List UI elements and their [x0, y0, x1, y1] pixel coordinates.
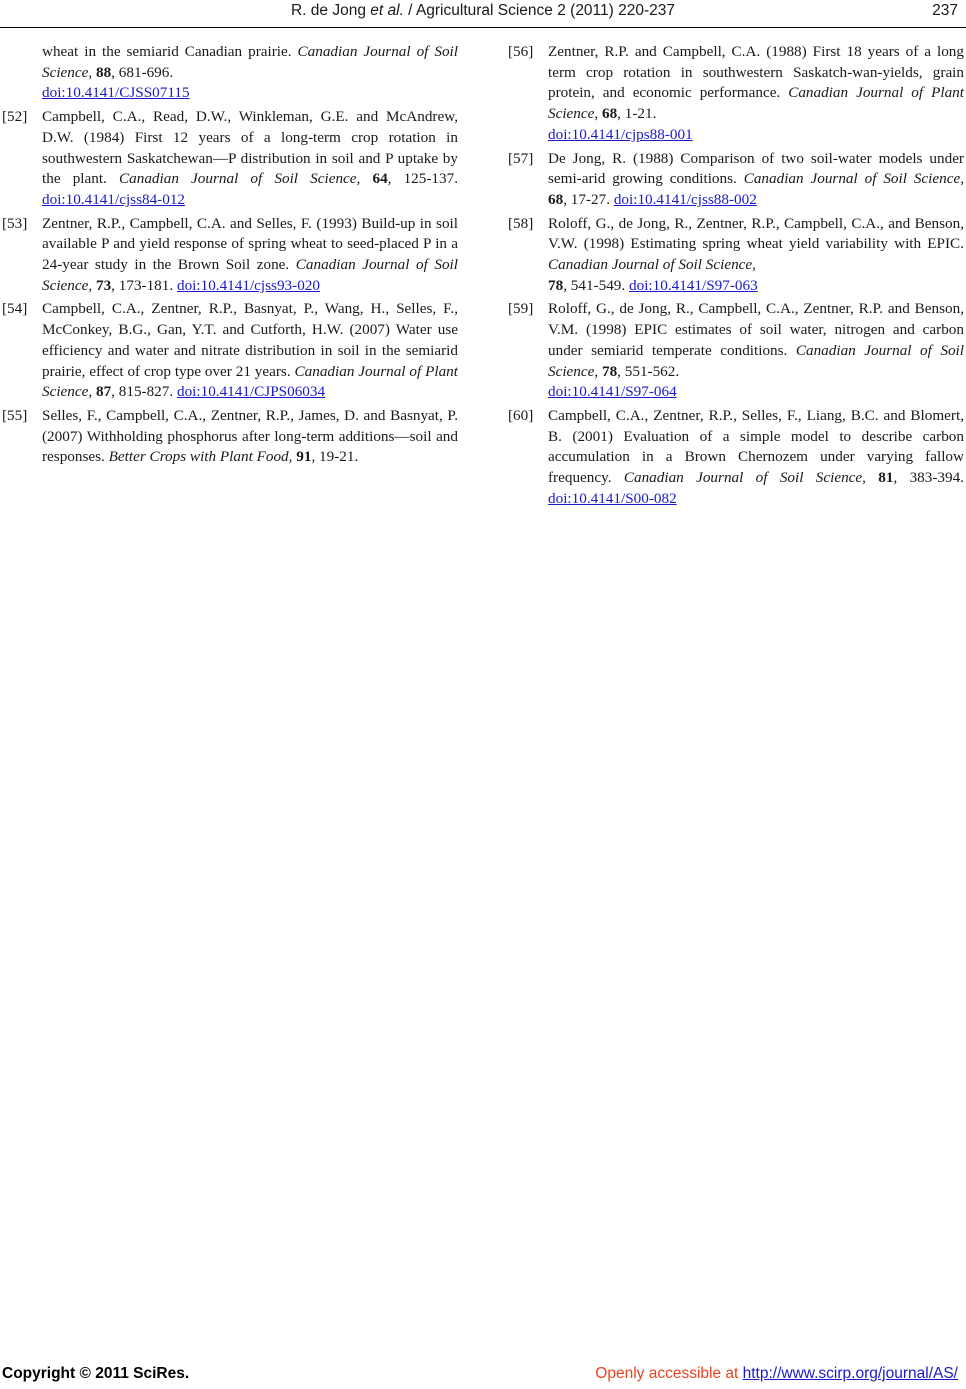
reference-volume: 78: [548, 276, 564, 294]
reference-volume: 64: [372, 170, 388, 188]
reference-sep: ,: [594, 362, 602, 380]
page-header: [0, 2, 966, 24]
reference-entry: [506, 406, 964, 510]
reference-text: Zentner, R.P. and Campbell, C.A. (1988) First 18 years of a long term crop rotation in southwestern Saskatch-wan-yields, grain protein, and economic performance.: [548, 43, 964, 102]
reference-volume: 88: [95, 63, 112, 81]
right-column: [506, 42, 964, 512]
reference-journal: Canadian Journal of Soil Science: [548, 256, 753, 274]
reference-text: Zentner, R.P., Campbell, C.A. and Selles, F. (1993) Build-up in soil available P and yield response of spring wheat to seed-placed P in a 24-year study in the Brown Soil zone.: [42, 214, 458, 274]
running-title: [0, 2, 966, 20]
reference-entry: [0, 107, 458, 211]
reference-volume: 87: [95, 383, 112, 401]
reference-entry: [0, 299, 458, 403]
reference-entry: [0, 406, 458, 468]
reference-entry: [506, 214, 964, 297]
reference-text: Roloff, G., de Jong, R., Campbell, C.A., Zentner, R.P. and Benson, V.M. (1998) EPIC estimates of soil water, nitrogen and carbon under semiarid temperate conditions.: [548, 300, 964, 359]
reference-sep: ,: [88, 383, 96, 401]
reference-number: [59]: [508, 300, 534, 318]
reference-journal: Canadian Journal of Soil Science: [42, 256, 458, 294]
reference-pages: , 815-827.: [111, 383, 177, 401]
reference-pages: , 1-21.: [617, 105, 657, 123]
reference-pages: , 125-137.: [387, 170, 459, 188]
reference-text: De Jong, R. (1988) Comparison of two soil-water models under semi-arid growing conditions.: [548, 149, 964, 188]
reference-volume: 73: [95, 276, 112, 294]
reference-pages: , 551-562.: [617, 362, 680, 380]
reference-pages: , 541-549.: [563, 276, 629, 294]
copyright-notice: Copyright © 2011 SciRes.: [2, 1365, 190, 1382]
reference-number: [55]: [2, 406, 28, 424]
reference-entry: [506, 149, 964, 211]
reference-text: Selles, F., Campbell, C.A., Zentner, R.P., James, D. and Basnyat, P. (2007) Withholding phosphorus after long-term additions—soil and responses.: [42, 406, 458, 466]
reference-text: Roloff, G., de Jong, R., Zentner, R.P., Campbell, C.A., and Benson, V.W. (1998) Estimating spring wheat yield variability with EPIC.: [548, 214, 964, 253]
header-divider: [0, 27, 966, 28]
reference-volume: 91: [296, 448, 312, 466]
reference-number: [60]: [508, 406, 534, 424]
reference-doi-link[interactable]: doi:10.4141/S97-064: [548, 383, 677, 401]
reference-sep: ,: [356, 170, 373, 188]
reference-volume: 78: [601, 362, 618, 380]
reference-number: [54]: [2, 300, 28, 318]
reference-journal: Canadian Journal of Soil Science: [119, 170, 357, 188]
reference-doi-link[interactable]: doi:10.4141/S97-063: [629, 276, 758, 294]
reference-journal: Canadian Journal of Soil Science: [42, 43, 458, 81]
left-column: [0, 42, 458, 471]
reference-doi-link[interactable]: doi:10.4141/cjss84-012: [42, 190, 186, 208]
reference-number: [57]: [508, 149, 534, 167]
access-notice: [595, 1365, 958, 1383]
reference-volume: 68: [601, 105, 618, 123]
reference-volume: 81: [878, 469, 894, 487]
journal-url-link[interactable]: http://www.scirp.org/journal/AS/: [742, 1365, 958, 1382]
reference-entry: [506, 299, 964, 403]
reference-sep: ,: [960, 170, 964, 188]
reference-entry: [0, 214, 458, 297]
reference-doi-link[interactable]: doi:10.4141/CJPS06034: [176, 383, 326, 401]
reference-text: Campbell, C.A., Zentner, R.P., Selles, F., Liang, B.C. and Blomert, B. (2001) Evaluation of a simple model to describe carbon accumulation in a Brown Chernozem under varying fallow frequency.: [548, 406, 964, 487]
reference-sep: ,: [862, 469, 879, 487]
reference-number: [56]: [508, 43, 534, 60]
reference-pages: , 19-21.: [311, 448, 359, 466]
reference-volume: 68: [548, 190, 564, 208]
reference-doi-link[interactable]: doi:10.4141/S00-082: [548, 489, 677, 507]
reference-journal: Canadian Journal of Soil Science: [548, 341, 964, 380]
reference-pages: , 383-394.: [893, 469, 964, 487]
reference-journal: Canadian Journal of Plant Science: [548, 84, 964, 123]
reference-journal: Canadian Journal of Soil Science: [623, 469, 863, 487]
reference-doi-link[interactable]: doi:10.4141/CJSS07115: [42, 84, 190, 102]
reference-pages: , 681-696.: [111, 63, 174, 81]
reference-journal: Canadian Journal of Plant Science: [42, 362, 458, 401]
running-title-authors: R. de Jong: [290, 2, 371, 19]
reference-entry: [0, 42, 458, 104]
reference-number: [53]: [2, 214, 28, 232]
page-footer: [0, 1365, 966, 1389]
reference-number: [58]: [508, 214, 534, 232]
reference-doi-link[interactable]: doi:10.4141/cjss88-002: [613, 190, 757, 208]
reference-doi-link[interactable]: doi:10.4141/cjss93-020: [176, 276, 320, 294]
reference-number: [52]: [2, 108, 28, 126]
running-title-journal: / Agricultural Science 2 (2011) 220-237: [403, 2, 675, 19]
reference-sep: ,: [752, 256, 756, 274]
reference-pages: , 17-27.: [563, 190, 614, 208]
reference-text: Campbell, C.A., Zentner, R.P., Basnyat, P., Wang, H., Selles, F., McConkey, B.G., Gan, Y.T. and Cutforth, H.W. (2007) Water use efficiency and water and nitrate distribution in soil in the semiarid prairie, effect of crop type over 21 years.: [42, 300, 458, 380]
reference-sep: ,: [88, 63, 96, 81]
access-label: Openly accessible at: [595, 1365, 743, 1382]
reference-pages: , 173-181.: [111, 276, 177, 294]
reference-entry: [506, 42, 964, 146]
reference-journal: Canadian Journal of Soil Science: [743, 170, 961, 188]
reference-sep: ,: [594, 105, 602, 123]
reference-text: wheat in the semiarid Canadian prairie.: [42, 43, 298, 60]
running-title-etal: et al.: [370, 2, 404, 19]
page-number: 237: [932, 2, 958, 19]
reference-sep: ,: [288, 448, 297, 466]
reference-journal: Better Crops with Plant Food: [108, 448, 289, 466]
reference-text: Campbell, C.A., Read, D.W., Winkleman, G.E. and McAndrew, D.W. (1984) First 12 years of a long-term crop rotation in southwestern Saskatchewan—P distribution in soil and P uptake by the plant.: [42, 108, 458, 188]
reference-sep: ,: [88, 276, 96, 294]
reference-doi-link[interactable]: doi:10.4141/cjps88-001: [548, 125, 693, 143]
